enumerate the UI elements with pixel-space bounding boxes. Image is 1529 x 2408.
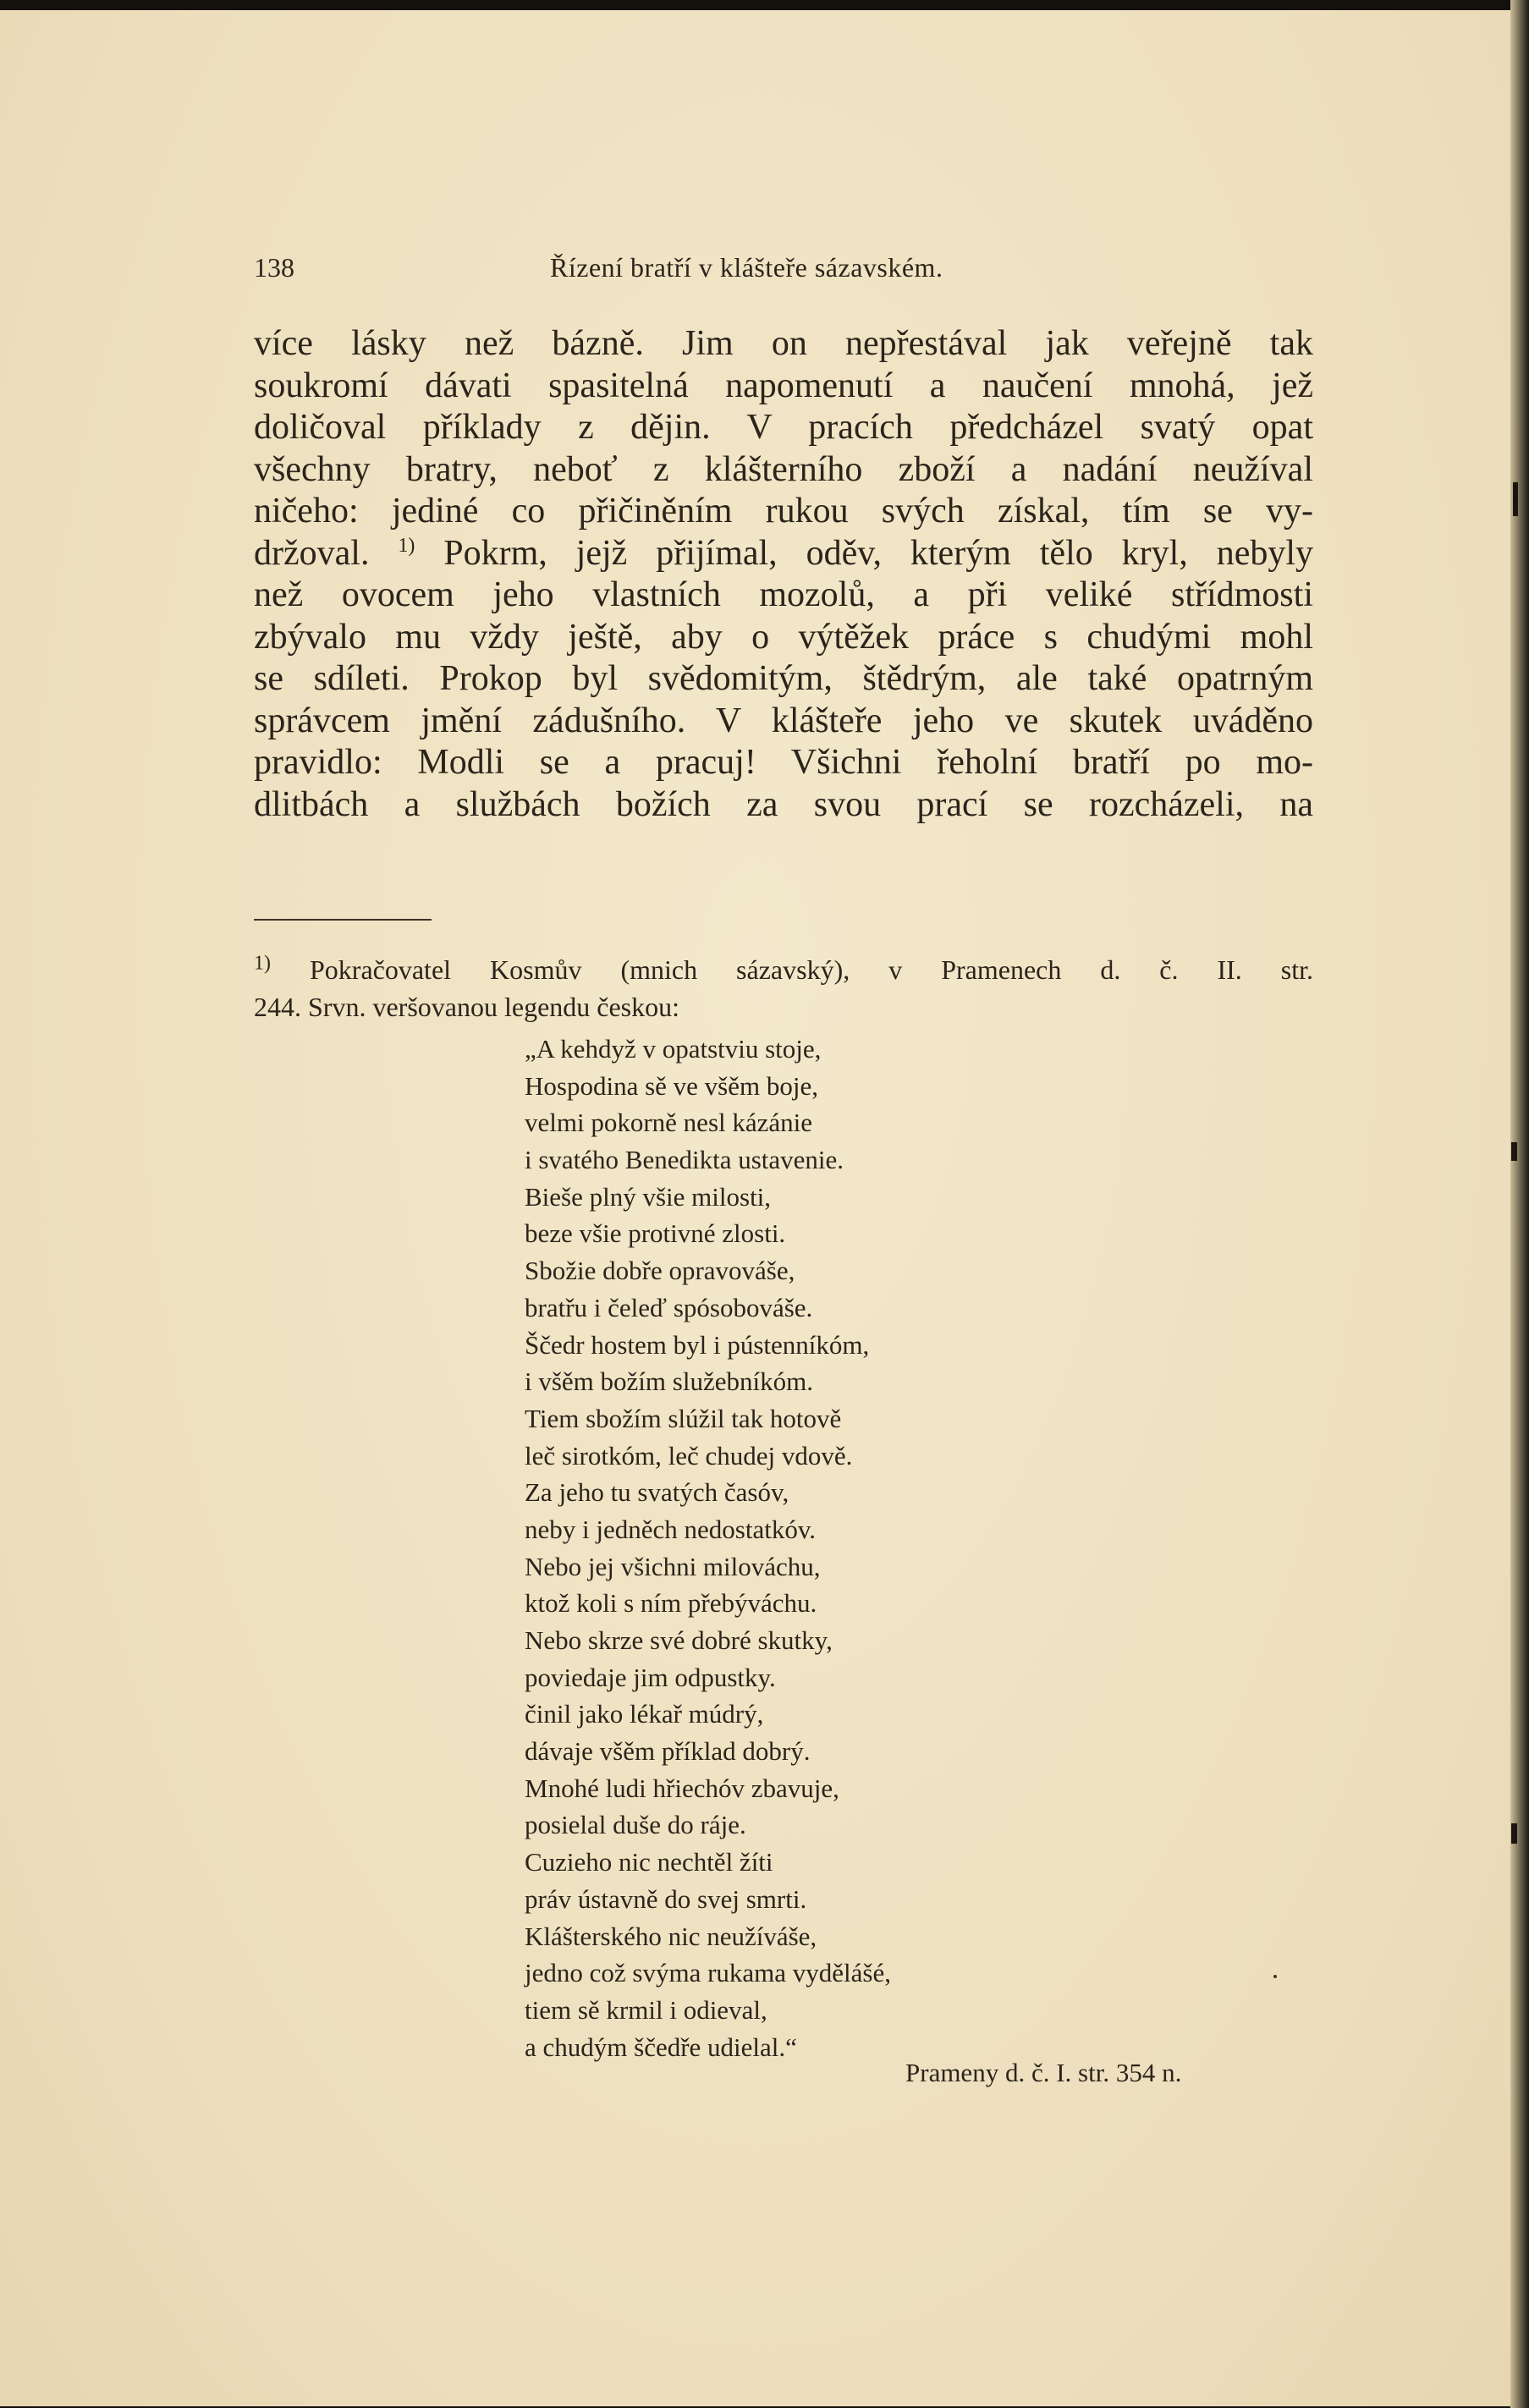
source-citation: Prameny d. č. I. str. 354 n. [905,2058,1182,2087]
verse-line: posielal duše do ráje. [525,1810,746,1840]
main-text [254,323,1313,826]
verse-line: „A kehdyž v opatstviu stoje, [525,1034,822,1064]
footnote-line [254,951,1313,988]
verse-line: Sbožie dobře opravováše, [525,1256,795,1286]
verse-line: i všěm božím služebníkóm. [525,1366,813,1397]
verse-line: poviedaje jim odpustky. [525,1662,776,1692]
text-line: soukromí dávati spasitelná napomenutí a naučení mnohá, jež [254,366,1313,405]
verse-line: tiem sě krmil i odieval, [525,1994,767,2025]
verse-line: velmi pokorně nesl kázánie [525,1108,813,1138]
verse-line: Mnohé ludi hřiechóv zbavuje, [525,1773,839,1803]
verse-line: a chudým ščedře udielal.“ [525,2031,797,2062]
verse-line: leč sirotkóm, leč chudej vdově. [525,1440,853,1471]
verse-line: Cuzieho nic nechtěl žíti [525,1847,773,1877]
text-line: doličoval příklady z dějin. V pracích předcházel svatý opat [254,408,1313,447]
footnote-divider [254,919,432,921]
verse-line: beze všie protivné zlosti. [525,1218,786,1249]
verse-line: Bieše plný všie milosti, [525,1181,772,1212]
verse-line: Nebo jej všichni milováchu, [525,1551,821,1581]
text-line: všechny bratry, neboť z klášterního zboží a nadání neužíval [254,449,1313,489]
running-title: Řízení bratří v klášteře sázavském. [550,252,943,283]
verse-line: ktož koli s ním přebýváchu. [525,1588,817,1619]
text-line: se sdíleti. Prokop byl svědomitým, štědrým, ale také opatrným [254,659,1313,698]
text-line: správcem jmění zádušního. V klášteře jeho ve skutek uváděno [254,701,1313,740]
verse-line: neby i jedněch nedostatkóv. [525,1514,817,1544]
verse-quotation [525,1031,1286,2065]
text-line: než ovocem jeho vlastních mozolů, a při veliké střídmosti [254,575,1313,614]
verse-line: Klášterského nic neužíváše, [525,1921,817,1951]
book-page [0,10,1515,2406]
footnote-line-1-text: Pokračovatel Kosmův (mnich sázavský), v Pramenech d. č. II. str. [309,954,1314,985]
text-line: více lásky než bázně. Jim on nepřestával jak veřejně tak [254,324,1313,363]
edge-mark [1513,482,1518,516]
verse-line: Hospodina sě ve všěm boje, [525,1070,818,1101]
text-line: pravidlo: Modli se a pracuj! Všichni řeholní bratří po mo- [254,743,1313,782]
verse-line: Nebo skrze své dobré skutky, [525,1625,833,1655]
stray-dot [1273,1975,1277,1978]
text-line: zbývalo mu vždy ještě, aby o výtěžek práce s chudými mohl [254,617,1313,657]
footnote-reference: 1) [398,534,415,557]
footnote-marker: 1) [254,952,271,975]
verse-line: bratřu i čeleď spósobováše. [525,1292,813,1322]
verse-line: dávaje všěm příklad dobrý. [525,1736,811,1767]
verse-line: Tiem sbožím slúžil tak hotově [525,1403,842,1433]
page-number: 138 [254,252,294,283]
page-header [254,252,1303,294]
footnote-line: 244. Srvn. veršovanou legendu českou: [254,992,680,1022]
page-edge [1510,0,1529,2408]
footnote [254,951,1313,1025]
edge-mark [1511,1142,1517,1161]
text-line: dlitbách a službách božích za svou prací se rozcházeli, na [254,784,1313,824]
verse-line: Ščedr hostem byl i pústenníkóm, [525,1329,870,1360]
text-line: ničeho: jediné co přičiněním rukou svých získal, tím se vy- [254,492,1313,531]
text-line-prefix: držoval. [254,533,370,573]
text-line-rest: Pokrm, jejž přijímal, oděv, kterým tělo kryl, nebyly [443,533,1314,573]
verse-line: jedno což svýma rukama vydělášé, [525,1958,891,1988]
text-line [254,533,1313,575]
edge-mark [1511,1823,1517,1844]
verse-line: práv ústavně do svej smrti. [525,1883,807,1914]
verse-line: činil jako lékař múdrý, [525,1699,764,1729]
verse-line: i svatého Benedikta ustavenie. [525,1145,844,1175]
verse-line: Za jeho tu svatých časóv, [525,1477,789,1508]
